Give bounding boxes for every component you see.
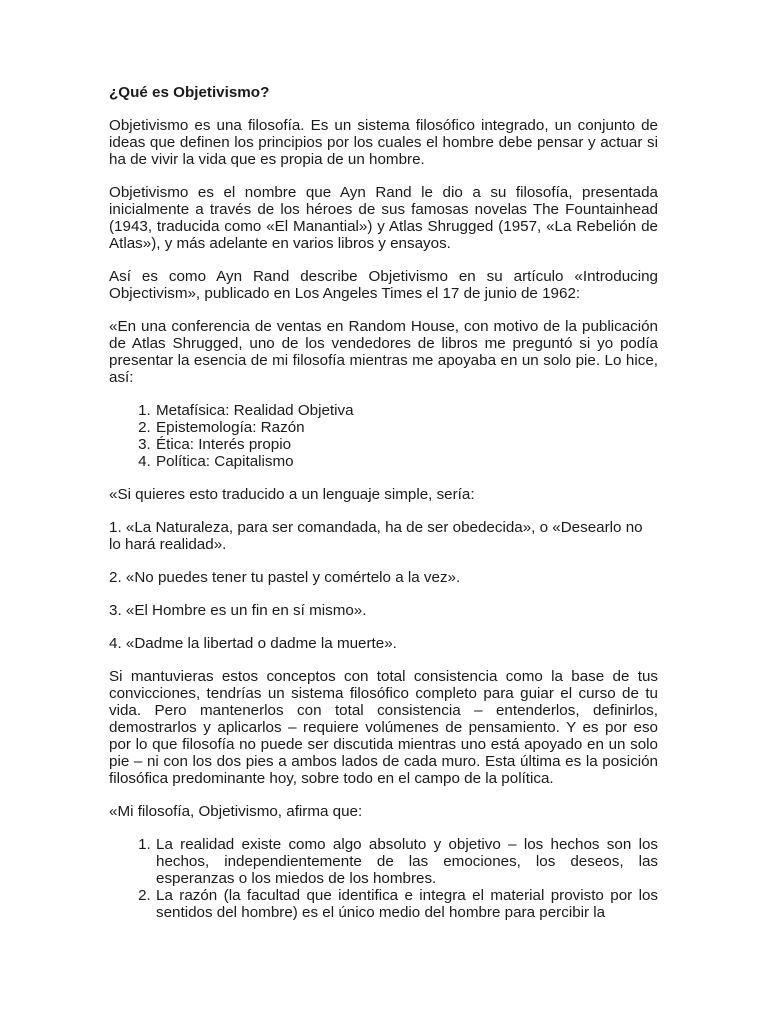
paragraph: 3. «El Hombre es un fin en sí mismo». xyxy=(109,602,367,619)
paragraph: «En una conferencia de ventas en Random House, con motivo de la publicación de Atlas Shrugged, uno de los vendedores de libros me preguntó si yo podía presentar la esencia de mi filosofía mientras me apoyaba en un solo pie. Lo hice, así: xyxy=(109,318,658,386)
paragraph: 1. «La Naturaleza, para ser comandada, ha de ser obedecida», o «Desearlo no lo hará realidad». xyxy=(109,519,643,553)
paragraph: Si mantuvieras estos conceptos con total consistencia como la base de tus convicciones, tendrías un sistema filosófico completo para guiar el curso de tu vida. Pero mantenerlos con total consistencia – entenderlos, definirlos, demostrarlos y aplicarlos – requiere volúmenes de pensamiento. Y es por eso por lo que filosofía no puede ser discutida mientras uno está apoyado en un solo pie – ni con los dos pies a ambos lados de cada muro. Esta última es la posición filosófica predominante hoy, sobre todo en el campo de la política. xyxy=(109,668,658,787)
document-page xyxy=(109,84,658,937)
document-title: ¿Qué es Objetivismo? xyxy=(109,84,270,101)
paragraph: 2. «No puedes tener tu pastel y comértelo a la vez». xyxy=(109,569,461,586)
list-item: 3. Ética: Interés propio xyxy=(155,436,658,453)
paragraph: Así es como Ayn Rand describe Objetivismo en su artículo «Introducing Objectivism», publicado en Los Angeles Times el 17 de junio de 1962: xyxy=(109,268,658,302)
paragraph: «Mi filosofía, Objetivismo, afirma que: xyxy=(109,803,363,820)
list-item: 4. Política: Capitalismo xyxy=(155,453,658,470)
paragraph: 4. «Dadme la libertad o dadme la muerte». xyxy=(109,635,397,652)
list-item: 1. Metafísica: Realidad Objetiva xyxy=(155,402,658,419)
principles-list xyxy=(109,402,658,470)
list-item: 2. La razón (la facultad que identifica e integra el material provisto por los sentidos del hombre) es el único medio del hombre para percibir la xyxy=(155,887,658,921)
paragraph: «Si quieres esto traducido a un lenguaje simple, sería: xyxy=(109,486,475,503)
paragraph: Objetivismo es una filosofía. Es un sistema filosófico integrado, un conjunto de ideas que definen los principios por los cuales el hombre debe pensar y actuar si ha de vivir la vida que es propia de un hombre. xyxy=(109,117,658,168)
list-item: 2. Epistemología: Razón xyxy=(155,419,658,436)
list-item: 1. La realidad existe como algo absoluto y objetivo – los hechos son los hechos, independientemente de las emociones, los deseos, las esperanzas o los miedos de los hombres. xyxy=(155,836,658,887)
paragraph: Objetivismo es el nombre que Ayn Rand le dio a su filosofía, presentada inicialmente a través de los héroes de sus famosas novelas The Fountainhead (1943, traducida como «El Manantial») y Atlas Shrugged (1957, «La Rebelión de Atlas»), y más adelante en varios libros y ensayos. xyxy=(109,184,658,252)
philosophy-list xyxy=(109,836,658,921)
